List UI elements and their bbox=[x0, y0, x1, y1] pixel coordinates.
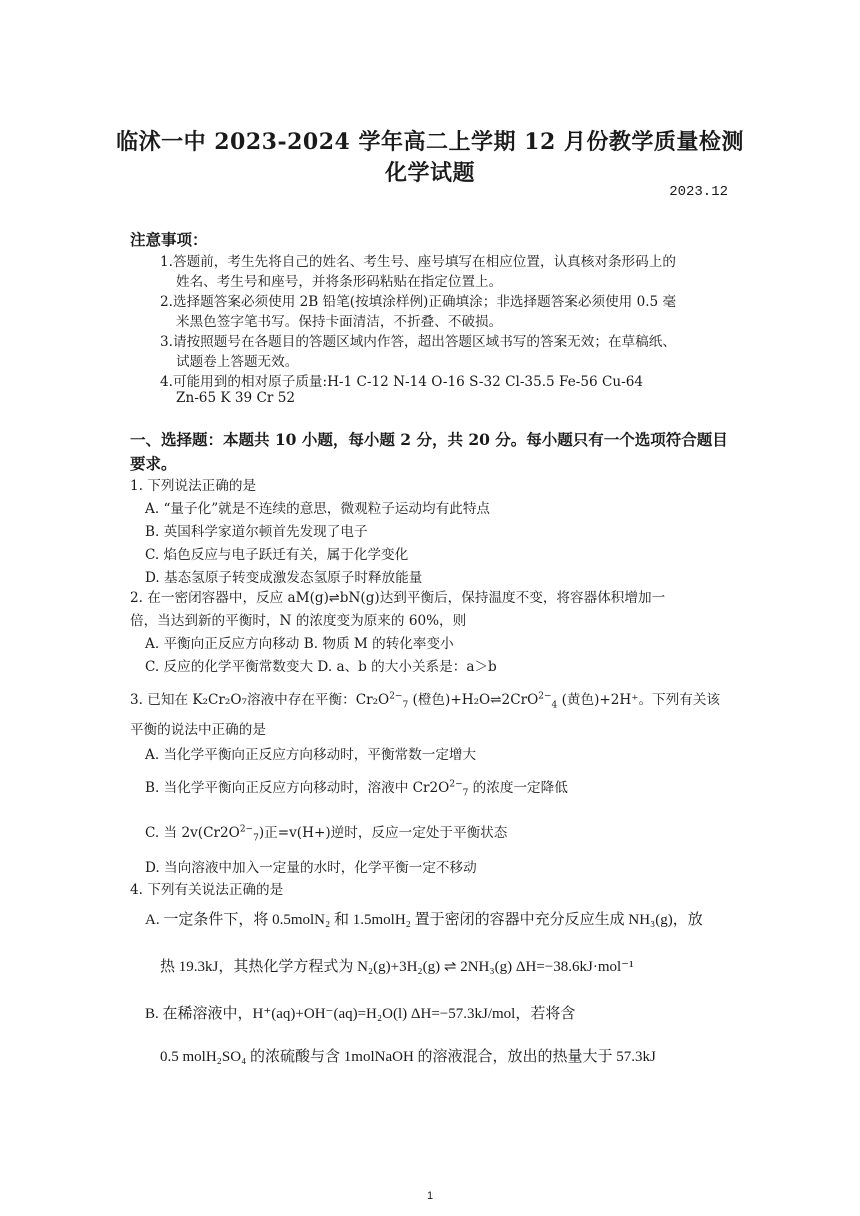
q3-stem-cont: 平衡的说法中正确的是 bbox=[130, 722, 266, 738]
notice-item-3: 3.请按照题号在各题目的答题区域内作答，超出答题区域书写的答案无效；在草稿纸、 bbox=[160, 334, 676, 350]
q2-stem bbox=[130, 586, 665, 606]
atom-sub: 7 bbox=[462, 788, 469, 799]
charge-sup: 2− bbox=[449, 779, 463, 790]
q3-stem-part-1: 3. 已知在 K₂Cr₂O₇溶液中存在平衡：Cr₂O bbox=[130, 692, 390, 708]
exam-date: 2023.12 bbox=[669, 184, 728, 200]
q1-option-c: C. 焰色反应与电子跃迁有关，属于化学变化 bbox=[145, 547, 409, 563]
notice-item-2: 2.选择题答案必须使用 2B 铅笔(按填涂样例)正确填涂；非选择题答案必须使用 0.5 毫 bbox=[160, 294, 677, 310]
q4-stem: 4. 下列有关说法正确的是 bbox=[130, 882, 284, 898]
q2-stem-part-2: bN(g)达到平衡后，保持温度不变，将容器体积增加一 bbox=[339, 590, 666, 606]
q1-option-b: B. 英国科学家道尔顿首先发现了电子 bbox=[145, 524, 368, 540]
q2-options-ab: A. 平衡向正反应方向移动 B. 物质 M 的转化率变小 bbox=[145, 636, 454, 652]
q3-option-b-part-1: B. 当化学平衡向正反应方向移动时，溶液中 Cr2O bbox=[145, 780, 450, 796]
q4-option-b: B. 在稀溶液中，H⁺(aq)+OH⁻(aq)=H₂O(l) ΔH=−57.3kJ/mol，若将含 bbox=[145, 1006, 576, 1022]
q1-option-d: D. 基态氢原子转变成激发态氢原子时释放能量 bbox=[145, 570, 423, 586]
q3-stem-part-2: (橙色)+H₂O⇌2CrO bbox=[408, 692, 539, 708]
atom-sub: 4 bbox=[551, 700, 558, 711]
q1-option-a: A. “量子化”就是不连续的意思，微观粒子运动均有此特点 bbox=[145, 501, 491, 517]
notice-item-1: 1.答题前，考生先将自己的姓名、考生号、座号填写在相应位置，认真核对条形码上的 bbox=[160, 254, 676, 270]
q3-option-c-part-2: )正=v(H+)逆时，反应一定处于平衡状态 bbox=[258, 825, 508, 841]
q3-option-b-part-2: 的浓度一定降低 bbox=[468, 780, 568, 796]
exam-subject: 化学试题 bbox=[384, 160, 475, 186]
notice-item-1-cont: 姓名、考生号和座号，并将条形码粘贴在指定位置上。 bbox=[176, 274, 503, 290]
notice-item-4: 4.可能用到的相对原子质量:H-1 C-12 N-14 O-16 S-32 Cl-35.5 Fe-56 Cu-64 bbox=[160, 374, 644, 390]
q1-stem: 1. 下列说法正确的是 bbox=[130, 478, 257, 494]
notice-item-4-cont: Zn-65 K 39 Cr 52 bbox=[176, 390, 296, 406]
notice-item-3-cont: 试题卷上答题无效。 bbox=[176, 354, 299, 370]
q3-option-c-part-1: C. 当 2v(Cr2O bbox=[145, 825, 240, 841]
equilibrium-arrow-icon: ⇌ bbox=[328, 591, 340, 606]
atom-sub: 7 bbox=[253, 833, 259, 844]
q3-stem-part-3: (黄色)+2H⁺。下列有关该 bbox=[557, 692, 721, 708]
charge-sup: 2− bbox=[538, 691, 552, 702]
atom-sub: 7 bbox=[402, 700, 409, 711]
q3-option-b bbox=[145, 776, 568, 799]
section-1-title: 一、选择题：本题共 10 小题，每小题 2 分，共 20 分。每小题只有一个选项符合题目要求。 bbox=[130, 430, 728, 473]
q2-stem-part-1: 2. 在一密闭容器中，反应 aM(g) bbox=[130, 590, 329, 606]
q4-option-a-cont: 热 19.3kJ，其热化学方程式为 N₂(g)+3H₂(g) ⇌ 2NH₃(g) ΔH=−38.6kJ·mol⁻¹ bbox=[160, 959, 634, 975]
q3-option-c bbox=[145, 821, 507, 844]
q4-option-a: A. 一定条件下，将 0.5molN₂ 和 1.5molH₂ 置于密闭的容器中充分反应生成 NH₃(g)，放 bbox=[145, 912, 703, 928]
notice-heading: 注意事项： bbox=[130, 230, 208, 249]
q3-option-d: D. 当向溶液中加入一定量的水时，化学平衡一定不移动 bbox=[145, 860, 477, 876]
q2-stem-cont: 倍，当达到新的平衡时，N 的浓度变为原来的 60%，则 bbox=[130, 613, 467, 629]
q4-option-b-cont: 0.5 molH₂SO₄ 的浓硫酸与含 1molNaOH 的溶液混合，放出的热量大于 57.3kJ bbox=[160, 1049, 656, 1065]
charge-sup: 2− bbox=[389, 691, 403, 702]
q3-option-a: A. 当化学平衡向正反应方向移动时，平衡常数一定增大 bbox=[145, 747, 477, 763]
q3-stem bbox=[130, 688, 720, 711]
q2-options-cd: C. 反应的化学平衡常数变大 D. a、b 的大小关系是：a＞b bbox=[145, 659, 497, 675]
exam-title: 临沭一中 2023-2024 学年高二上学期 12 月份教学质量检测 bbox=[116, 129, 744, 155]
notice-item-2-cont: 米黑色签字笔书写。保持卡面清洁，不折叠、不破损。 bbox=[176, 314, 503, 330]
page-number: 1 bbox=[426, 1190, 434, 1202]
charge-sup: 2− bbox=[239, 824, 254, 835]
